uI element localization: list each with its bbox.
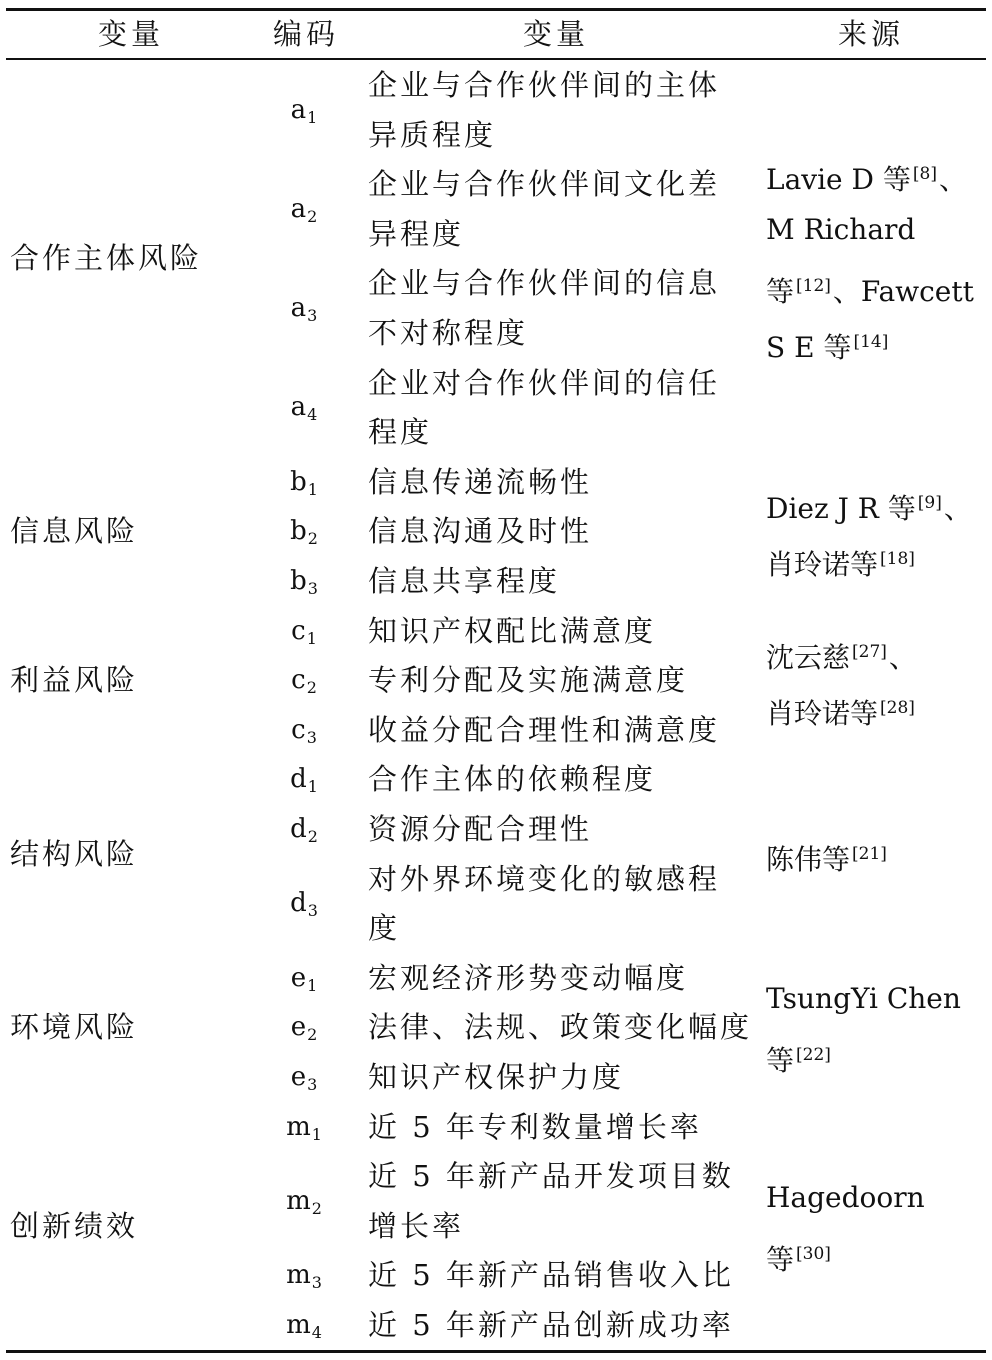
code-letter: m bbox=[286, 1260, 311, 1291]
source-text: 等 bbox=[766, 1044, 795, 1078]
source-text: 肖玲诺等 bbox=[766, 548, 879, 582]
code-letter: a bbox=[290, 392, 307, 423]
code-letter: d bbox=[290, 814, 307, 844]
source-citation bbox=[766, 971, 988, 1027]
table-bottom-rule bbox=[6, 1350, 986, 1353]
code-subscript: 3 bbox=[307, 1075, 318, 1094]
code-subscript: 1 bbox=[307, 107, 318, 127]
variable-description: 不对称程度 bbox=[368, 316, 529, 350]
code-subscript: 2 bbox=[307, 1025, 318, 1045]
variable-description: 资源分配合理性 bbox=[368, 812, 593, 846]
variable-description: 对外界环境变化的敏感程 bbox=[368, 861, 721, 896]
variable-code bbox=[268, 1102, 340, 1160]
source-citation bbox=[766, 1027, 988, 1089]
variable-description: 程度 bbox=[368, 415, 433, 450]
reference-number: [9] bbox=[917, 493, 942, 514]
source-citation bbox=[766, 826, 988, 888]
code-subscript: 4 bbox=[311, 1323, 322, 1342]
variable-code bbox=[268, 85, 340, 143]
code-letter: a bbox=[290, 194, 307, 224]
code-subscript: 2 bbox=[306, 678, 317, 698]
source-text: Hagedoorn bbox=[766, 1180, 925, 1214]
header-variable: 变量 bbox=[97, 17, 164, 51]
source-citation bbox=[766, 314, 988, 376]
source-citation bbox=[766, 1170, 988, 1226]
variable-description: 企业与合作伙伴间的主体 bbox=[368, 68, 721, 102]
variable-description: 法律、法规、政策变化幅度 bbox=[368, 1010, 753, 1045]
code-letter: b bbox=[290, 516, 307, 547]
variable-description: 宏观经济形势变动幅度 bbox=[368, 960, 689, 995]
source-citation bbox=[766, 1226, 988, 1288]
variable-description: 近 5 年专利数量增长率 bbox=[368, 1109, 702, 1144]
source-text: Lavie D 等 bbox=[766, 163, 911, 197]
source-citation bbox=[766, 202, 988, 258]
source-text: 等 bbox=[766, 1242, 795, 1276]
variable-description: 知识产权保护力度 bbox=[368, 1060, 625, 1094]
code-letter: a bbox=[290, 94, 307, 125]
variable-description: 企业与合作伙伴间文化差 bbox=[368, 167, 721, 202]
code-subscript: 3 bbox=[307, 306, 318, 326]
header-source: 来源 bbox=[837, 17, 904, 51]
variable-description: 近 5 年新产品开发项目数 bbox=[368, 1159, 734, 1194]
code-subscript: 2 bbox=[307, 529, 318, 549]
variable-description: 异程度 bbox=[368, 216, 465, 251]
code-subscript: 3 bbox=[311, 1273, 322, 1293]
source-text-tail: 、 bbox=[938, 163, 967, 197]
variable-description: 近 5 年新产品销售收入比 bbox=[368, 1258, 734, 1293]
code-letter: m bbox=[286, 1111, 311, 1142]
code-letter: b bbox=[290, 566, 307, 596]
source-citation bbox=[766, 624, 988, 686]
reference-number: [21] bbox=[852, 843, 887, 864]
code-subscript: 1 bbox=[307, 777, 318, 797]
variable-code bbox=[268, 1176, 340, 1234]
reference-number: [27] bbox=[852, 642, 887, 662]
source-text: 沈云慈 bbox=[766, 641, 851, 674]
code-letter: e bbox=[290, 1012, 307, 1043]
code-subscript: 4 bbox=[307, 405, 318, 425]
source-citation bbox=[766, 146, 988, 208]
source-text: S E 等 bbox=[766, 331, 852, 365]
header-item: 变量 bbox=[522, 17, 589, 51]
source-citation bbox=[766, 475, 988, 537]
source-citation bbox=[766, 258, 988, 320]
group-name: 信息风险 bbox=[10, 514, 139, 549]
source-citation bbox=[766, 680, 988, 742]
source-text-tail: 、 bbox=[943, 492, 972, 526]
source-text: TsungYi Chen bbox=[766, 982, 961, 1016]
code-letter: d bbox=[290, 764, 307, 795]
variable-code bbox=[268, 804, 340, 862]
code-subscript: 1 bbox=[307, 975, 318, 995]
source-text: Diez J R 等 bbox=[766, 492, 916, 526]
variable-code bbox=[268, 283, 340, 341]
code-letter: c bbox=[291, 714, 306, 745]
code-letter: b bbox=[290, 466, 307, 497]
variable-description: 异质程度 bbox=[368, 117, 497, 152]
source-citation bbox=[766, 531, 988, 593]
variable-code bbox=[268, 878, 340, 936]
variable-description: 收益分配合理性和满意度 bbox=[368, 712, 721, 747]
variable-description: 专利分配及实施满意度 bbox=[368, 663, 689, 698]
source-text-tail: 、Fawcett bbox=[832, 275, 974, 309]
code-letter: m bbox=[286, 1186, 311, 1216]
code-letter: c bbox=[291, 665, 306, 696]
code-letter: a bbox=[290, 293, 307, 324]
source-text: 肖玲诺等 bbox=[766, 697, 879, 730]
variable-description: 近 5 年新产品创新成功率 bbox=[368, 1308, 734, 1342]
code-subscript: 2 bbox=[311, 1199, 322, 1218]
variable-description: 增长率 bbox=[368, 1208, 465, 1243]
reference-number: [30] bbox=[796, 1243, 831, 1264]
code-letter: c bbox=[291, 615, 306, 646]
header-code: 编码 bbox=[272, 17, 339, 51]
variable-description: 信息沟通及时性 bbox=[368, 514, 593, 549]
code-subscript: 2 bbox=[307, 827, 318, 846]
variable-description: 信息传递流畅性 bbox=[368, 464, 593, 499]
code-subscript: 1 bbox=[307, 479, 318, 499]
code-letter: e bbox=[290, 962, 307, 993]
code-letter: m bbox=[286, 1310, 311, 1340]
reference-number: [22] bbox=[796, 1045, 831, 1066]
reference-number: [8] bbox=[912, 164, 937, 185]
group-name: 合作主体风险 bbox=[10, 241, 203, 276]
variable-code bbox=[268, 184, 340, 242]
code-subscript: 1 bbox=[311, 1124, 322, 1144]
variable-description: 合作主体的依赖程度 bbox=[368, 762, 657, 797]
variable-description: 企业对合作伙伴间的信任 bbox=[368, 365, 721, 400]
source-text-tail: 、 bbox=[888, 641, 917, 674]
group-name: 结构风险 bbox=[10, 836, 139, 871]
reference-number: [18] bbox=[880, 549, 915, 570]
reference-number: [12] bbox=[796, 276, 831, 297]
code-subscript: 3 bbox=[307, 901, 318, 921]
code-subscript: 3 bbox=[306, 727, 317, 747]
variable-description: 度 bbox=[368, 911, 401, 946]
variable-description: 知识产权配比满意度 bbox=[368, 613, 657, 648]
code-subscript: 2 bbox=[307, 207, 318, 226]
code-subscript: 1 bbox=[306, 628, 317, 648]
source-text: 陈伟等 bbox=[766, 842, 851, 876]
group-name: 环境风险 bbox=[10, 1010, 139, 1045]
group-name: 创新绩效 bbox=[10, 1208, 139, 1243]
group-name: 利益风险 bbox=[10, 663, 139, 697]
source-text: M Richard bbox=[766, 213, 916, 247]
variable-description: 信息共享程度 bbox=[368, 564, 561, 598]
variable-code bbox=[268, 382, 340, 440]
reference-number: [14] bbox=[853, 332, 889, 353]
code-letter: d bbox=[290, 888, 307, 919]
source-text: 等 bbox=[766, 275, 795, 309]
reference-number: [28] bbox=[880, 698, 915, 718]
code-subscript: 3 bbox=[307, 579, 318, 598]
variable-description: 企业与合作伙伴间的信息 bbox=[368, 266, 721, 301]
code-letter: e bbox=[290, 1062, 307, 1092]
